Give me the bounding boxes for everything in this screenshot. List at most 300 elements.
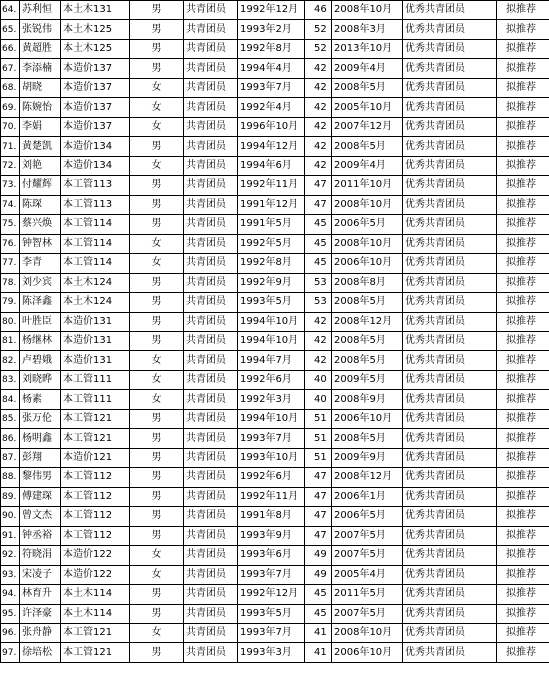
class-name-cell: 本工管113 [61, 176, 130, 195]
class-name-cell: 本工管112 [61, 526, 130, 545]
recommendation-cell: 拟推荐 [497, 117, 549, 136]
table-row [1, 624, 549, 643]
table-row [1, 448, 549, 467]
gender-cell: 男 [130, 487, 184, 506]
class-name-cell: 本土木114 [61, 585, 130, 604]
class-name-cell: 本工管112 [61, 487, 130, 506]
gender-cell: 男 [130, 507, 184, 526]
class-name-cell: 本造价137 [61, 78, 130, 97]
table-row [1, 137, 549, 156]
honor-title-cell: 优秀共青团员 [403, 98, 497, 117]
class-name-cell: 本工管111 [61, 390, 130, 409]
row-number-cell: 87. [1, 448, 20, 467]
join-date-cell: 2007年5月 [332, 526, 403, 545]
table-row [1, 429, 549, 448]
political-status-cell: 共青团员 [184, 409, 238, 428]
score-cell: 47 [305, 487, 332, 506]
honor-title-cell: 优秀共青团员 [403, 468, 497, 487]
political-status-cell: 共青团员 [184, 487, 238, 506]
table-row [1, 643, 549, 662]
table-row [1, 370, 549, 389]
honor-title-cell: 优秀共青团员 [403, 643, 497, 662]
table-row [1, 20, 549, 39]
member-name-cell: 叶胜臣 [20, 312, 61, 331]
score-cell: 47 [305, 176, 332, 195]
member-name-cell: 林育升 [20, 585, 61, 604]
birth-date-cell: 1992年11月 [238, 487, 305, 506]
birth-date-cell: 1992年8月 [238, 254, 305, 273]
birth-date-cell: 1994年7月 [238, 351, 305, 370]
honor-title-cell: 优秀共青团员 [403, 195, 497, 214]
honor-title-cell: 优秀共青团员 [403, 507, 497, 526]
gender-cell: 女 [130, 78, 184, 97]
recommendation-cell: 拟推荐 [497, 429, 549, 448]
score-cell: 42 [305, 137, 332, 156]
join-date-cell: 2008年5月 [332, 137, 403, 156]
join-date-cell: 2008年5月 [332, 293, 403, 312]
score-cell: 47 [305, 507, 332, 526]
row-number-cell: 67. [1, 59, 20, 78]
recommendation-cell: 拟推荐 [497, 176, 549, 195]
honor-title-cell: 优秀共青团员 [403, 565, 497, 584]
class-name-cell: 本土木124 [61, 273, 130, 292]
birth-date-cell: 1992年9月 [238, 273, 305, 292]
class-name-cell: 本土木114 [61, 604, 130, 623]
birth-date-cell: 1994年10月 [238, 312, 305, 331]
political-status-cell: 共青团员 [184, 234, 238, 253]
political-status-cell: 共青团员 [184, 59, 238, 78]
join-date-cell: 2008年5月 [332, 78, 403, 97]
table-row [1, 117, 549, 136]
table-row [1, 195, 549, 214]
row-number-cell: 97. [1, 643, 20, 662]
birth-date-cell: 1991年5月 [238, 215, 305, 234]
recommendation-cell: 拟推荐 [497, 468, 549, 487]
member-name-cell: 钟智林 [20, 234, 61, 253]
score-cell: 49 [305, 546, 332, 565]
table-row [1, 156, 549, 175]
table-body [1, 1, 549, 663]
honor-title-cell: 优秀共青团员 [403, 604, 497, 623]
birth-date-cell: 1991年8月 [238, 507, 305, 526]
birth-date-cell: 1992年3月 [238, 390, 305, 409]
gender-cell: 男 [130, 585, 184, 604]
recommendation-cell: 拟推荐 [497, 546, 549, 565]
score-cell: 42 [305, 351, 332, 370]
table-row [1, 312, 549, 331]
member-name-cell: 付耀辉 [20, 176, 61, 195]
join-date-cell: 2008年5月 [332, 351, 403, 370]
gender-cell: 女 [130, 117, 184, 136]
join-date-cell: 2007年12月 [332, 117, 403, 136]
row-number-cell: 79. [1, 293, 20, 312]
score-cell: 42 [305, 117, 332, 136]
class-name-cell: 本工管121 [61, 429, 130, 448]
recommendation-cell: 拟推荐 [497, 156, 549, 175]
political-status-cell: 共青团员 [184, 468, 238, 487]
recommendation-cell: 拟推荐 [497, 409, 549, 428]
table-row [1, 585, 549, 604]
recommendation-cell: 拟推荐 [497, 390, 549, 409]
row-number-cell: 81. [1, 331, 20, 350]
political-status-cell: 共青团员 [184, 293, 238, 312]
score-cell: 51 [305, 429, 332, 448]
class-name-cell: 本工管114 [61, 234, 130, 253]
table-row [1, 409, 549, 428]
class-name-cell: 本土木124 [61, 293, 130, 312]
political-status-cell: 共青团员 [184, 624, 238, 643]
honor-title-cell: 优秀共青团员 [403, 293, 497, 312]
class-name-cell: 本土木125 [61, 20, 130, 39]
recommendation-cell: 拟推荐 [497, 273, 549, 292]
political-status-cell: 共青团员 [184, 565, 238, 584]
join-date-cell: 2008年12月 [332, 312, 403, 331]
table-row [1, 39, 549, 58]
member-name-cell: 杨素 [20, 390, 61, 409]
political-status-cell: 共青团员 [184, 507, 238, 526]
gender-cell: 男 [130, 293, 184, 312]
gender-cell: 男 [130, 468, 184, 487]
row-number-cell: 82. [1, 351, 20, 370]
table-row [1, 487, 549, 506]
political-status-cell: 共青团员 [184, 195, 238, 214]
class-name-cell: 本造价137 [61, 59, 130, 78]
member-name-cell: 苏利恒 [20, 1, 61, 20]
honor-title-cell: 优秀共青团员 [403, 351, 497, 370]
score-cell: 47 [305, 468, 332, 487]
row-number-cell: 68. [1, 78, 20, 97]
class-name-cell: 本造价131 [61, 331, 130, 350]
join-date-cell: 2011年10月 [332, 176, 403, 195]
gender-cell: 女 [130, 98, 184, 117]
honor-title-cell: 优秀共青团员 [403, 215, 497, 234]
table-row [1, 293, 549, 312]
row-number-cell: 96. [1, 624, 20, 643]
row-number-cell: 69. [1, 98, 20, 117]
honor-title-cell: 优秀共青团员 [403, 390, 497, 409]
recommendation-cell: 拟推荐 [497, 20, 549, 39]
honor-title-cell: 优秀共青团员 [403, 448, 497, 467]
political-status-cell: 共青团员 [184, 20, 238, 39]
row-number-cell: 88. [1, 468, 20, 487]
honor-title-cell: 优秀共青团员 [403, 526, 497, 545]
gender-cell: 男 [130, 273, 184, 292]
class-name-cell: 本工管111 [61, 370, 130, 389]
table-row [1, 546, 549, 565]
join-date-cell: 2013年10月 [332, 39, 403, 58]
recommendation-cell: 拟推荐 [497, 137, 549, 156]
member-name-cell: 刘晓晔 [20, 370, 61, 389]
birth-date-cell: 1994年6月 [238, 156, 305, 175]
birth-date-cell: 1993年7月 [238, 624, 305, 643]
join-date-cell: 2009年5月 [332, 370, 403, 389]
member-name-cell: 符晓涓 [20, 546, 61, 565]
score-cell: 42 [305, 78, 332, 97]
table-row [1, 234, 549, 253]
class-name-cell: 本造价131 [61, 312, 130, 331]
political-status-cell: 共青团员 [184, 604, 238, 623]
row-number-cell: 89. [1, 487, 20, 506]
table-row [1, 507, 549, 526]
table-row [1, 176, 549, 195]
recommendation-cell: 拟推荐 [497, 585, 549, 604]
political-status-cell: 共青团员 [184, 312, 238, 331]
table-row [1, 98, 549, 117]
score-cell: 45 [305, 604, 332, 623]
honor-title-cell: 优秀共青团员 [403, 273, 497, 292]
recommendation-cell: 拟推荐 [497, 565, 549, 584]
row-number-cell: 91. [1, 526, 20, 545]
join-date-cell: 2005年10月 [332, 98, 403, 117]
join-date-cell: 2009年4月 [332, 156, 403, 175]
political-status-cell: 共青团员 [184, 1, 238, 20]
political-status-cell: 共青团员 [184, 137, 238, 156]
join-date-cell: 2009年4月 [332, 59, 403, 78]
join-date-cell: 2008年8月 [332, 273, 403, 292]
member-name-cell: 李娟 [20, 117, 61, 136]
honor-title-cell: 优秀共青团员 [403, 117, 497, 136]
political-status-cell: 共青团员 [184, 448, 238, 467]
birth-date-cell: 1993年7月 [238, 429, 305, 448]
row-number-cell: 92. [1, 546, 20, 565]
birth-date-cell: 1994年12月 [238, 137, 305, 156]
gender-cell: 女 [130, 565, 184, 584]
table-row [1, 565, 549, 584]
birth-date-cell: 1994年10月 [238, 409, 305, 428]
member-name-cell: 刘艳 [20, 156, 61, 175]
honor-title-cell: 优秀共青团员 [403, 429, 497, 448]
political-status-cell: 共青团员 [184, 331, 238, 350]
honor-title-cell: 优秀共青团员 [403, 546, 497, 565]
row-number-cell: 93. [1, 565, 20, 584]
gender-cell: 女 [130, 234, 184, 253]
member-name-cell: 钟丞裕 [20, 526, 61, 545]
join-date-cell: 2008年3月 [332, 20, 403, 39]
birth-date-cell: 1993年5月 [238, 293, 305, 312]
score-cell: 47 [305, 526, 332, 545]
birth-date-cell: 1992年11月 [238, 176, 305, 195]
row-number-cell: 64. [1, 1, 20, 20]
birth-date-cell: 1991年12月 [238, 195, 305, 214]
recommendation-cell: 拟推荐 [497, 643, 549, 662]
birth-date-cell: 1992年6月 [238, 468, 305, 487]
member-name-cell: 张舟静 [20, 624, 61, 643]
row-number-cell: 65. [1, 20, 20, 39]
gender-cell: 男 [130, 331, 184, 350]
row-number-cell: 74. [1, 195, 20, 214]
row-number-cell: 71. [1, 137, 20, 156]
row-number-cell: 84. [1, 390, 20, 409]
member-name-cell: 傅建琛 [20, 487, 61, 506]
political-status-cell: 共青团员 [184, 78, 238, 97]
member-name-cell: 陈琛 [20, 195, 61, 214]
row-number-cell: 85. [1, 409, 20, 428]
political-status-cell: 共青团员 [184, 643, 238, 662]
political-status-cell: 共青团员 [184, 39, 238, 58]
gender-cell: 女 [130, 156, 184, 175]
join-date-cell: 2008年10月 [332, 234, 403, 253]
honor-title-cell: 优秀共青团员 [403, 78, 497, 97]
recommendation-cell: 拟推荐 [497, 78, 549, 97]
gender-cell: 男 [130, 429, 184, 448]
table-row [1, 351, 549, 370]
member-name-cell: 徐培松 [20, 643, 61, 662]
recommendation-cell: 拟推荐 [497, 59, 549, 78]
member-name-cell: 李添楠 [20, 59, 61, 78]
member-name-cell: 卢碧娥 [20, 351, 61, 370]
score-cell: 42 [305, 59, 332, 78]
political-status-cell: 共青团员 [184, 98, 238, 117]
class-name-cell: 本造价134 [61, 137, 130, 156]
honor-title-cell: 优秀共青团员 [403, 624, 497, 643]
score-cell: 45 [305, 234, 332, 253]
score-cell: 42 [305, 331, 332, 350]
member-name-cell: 彭翔 [20, 448, 61, 467]
member-name-cell: 黄超胜 [20, 39, 61, 58]
gender-cell: 男 [130, 39, 184, 58]
score-cell: 53 [305, 293, 332, 312]
row-number-cell: 95. [1, 604, 20, 623]
gender-cell: 男 [130, 59, 184, 78]
score-cell: 52 [305, 39, 332, 58]
recommendation-cell: 拟推荐 [497, 351, 549, 370]
row-number-cell: 94. [1, 585, 20, 604]
birth-date-cell: 1993年7月 [238, 78, 305, 97]
recommendation-cell: 拟推荐 [497, 448, 549, 467]
gender-cell: 男 [130, 604, 184, 623]
class-name-cell: 本造价137 [61, 98, 130, 117]
gender-cell: 男 [130, 312, 184, 331]
member-name-cell: 黎伟男 [20, 468, 61, 487]
recommendation-cell: 拟推荐 [497, 312, 549, 331]
political-status-cell: 共青团员 [184, 390, 238, 409]
gender-cell: 男 [130, 526, 184, 545]
row-number-cell: 76. [1, 234, 20, 253]
member-name-cell: 黄楚凯 [20, 137, 61, 156]
recommendation-cell: 拟推荐 [497, 624, 549, 643]
join-date-cell: 2008年12月 [332, 468, 403, 487]
table-row [1, 468, 549, 487]
class-name-cell: 本工管113 [61, 195, 130, 214]
honor-title-cell: 优秀共青团员 [403, 137, 497, 156]
recommendation-cell: 拟推荐 [497, 604, 549, 623]
gender-cell: 男 [130, 643, 184, 662]
row-number-cell: 66. [1, 39, 20, 58]
gender-cell: 男 [130, 409, 184, 428]
row-number-cell: 90. [1, 507, 20, 526]
row-number-cell: 86. [1, 429, 20, 448]
class-name-cell: 本工管121 [61, 643, 130, 662]
score-cell: 49 [305, 565, 332, 584]
class-name-cell: 本土木125 [61, 39, 130, 58]
score-cell: 47 [305, 195, 332, 214]
class-name-cell: 本造价131 [61, 351, 130, 370]
honor-title-cell: 优秀共青团员 [403, 312, 497, 331]
class-name-cell: 本工管121 [61, 409, 130, 428]
member-name-cell: 张锐伟 [20, 20, 61, 39]
table-row [1, 254, 549, 273]
join-date-cell: 2006年5月 [332, 215, 403, 234]
birth-date-cell: 1994年4月 [238, 59, 305, 78]
member-name-cell: 陈婉怡 [20, 98, 61, 117]
honor-title-cell: 优秀共青团员 [403, 585, 497, 604]
birth-date-cell: 1992年12月 [238, 1, 305, 20]
honor-title-cell: 优秀共青团员 [403, 487, 497, 506]
join-date-cell: 2008年5月 [332, 331, 403, 350]
honor-title-cell: 优秀共青团员 [403, 370, 497, 389]
gender-cell: 女 [130, 370, 184, 389]
table-row [1, 604, 549, 623]
political-status-cell: 共青团员 [184, 273, 238, 292]
score-cell: 40 [305, 390, 332, 409]
birth-date-cell: 1993年5月 [238, 604, 305, 623]
join-date-cell: 2009年9月 [332, 448, 403, 467]
score-cell: 45 [305, 215, 332, 234]
birth-date-cell: 1992年8月 [238, 39, 305, 58]
political-status-cell: 共青团员 [184, 370, 238, 389]
recommendation-cell: 拟推荐 [497, 331, 549, 350]
score-cell: 51 [305, 448, 332, 467]
gender-cell: 女 [130, 254, 184, 273]
political-status-cell: 共青团员 [184, 585, 238, 604]
join-date-cell: 2008年5月 [332, 429, 403, 448]
gender-cell: 女 [130, 351, 184, 370]
join-date-cell: 2008年10月 [332, 1, 403, 20]
birth-date-cell: 1992年12月 [238, 585, 305, 604]
join-date-cell: 2006年10月 [332, 254, 403, 273]
row-number-cell: 70. [1, 117, 20, 136]
recommendation-cell: 拟推荐 [497, 98, 549, 117]
row-number-cell: 72. [1, 156, 20, 175]
score-cell: 46 [305, 1, 332, 20]
member-name-cell: 胡晓 [20, 78, 61, 97]
table-row [1, 273, 549, 292]
gender-cell: 男 [130, 176, 184, 195]
score-cell: 51 [305, 409, 332, 428]
birth-date-cell: 1994年10月 [238, 331, 305, 350]
honor-title-cell: 优秀共青团员 [403, 331, 497, 350]
join-date-cell: 2006年1月 [332, 487, 403, 506]
honor-title-cell: 优秀共青团员 [403, 20, 497, 39]
table-row [1, 59, 549, 78]
honor-title-cell: 优秀共青团员 [403, 39, 497, 58]
member-name-cell: 陈泽鑫 [20, 293, 61, 312]
political-status-cell: 共青团员 [184, 176, 238, 195]
class-name-cell: 本造价122 [61, 565, 130, 584]
row-number-cell: 80. [1, 312, 20, 331]
member-name-cell: 李青 [20, 254, 61, 273]
recommendation-cell: 拟推荐 [497, 370, 549, 389]
join-date-cell: 2006年5月 [332, 507, 403, 526]
score-cell: 45 [305, 254, 332, 273]
birth-date-cell: 1993年10月 [238, 448, 305, 467]
recommendation-cell: 拟推荐 [497, 215, 549, 234]
table-row [1, 390, 549, 409]
recommendation-cell: 拟推荐 [497, 254, 549, 273]
gender-cell: 男 [130, 1, 184, 20]
join-date-cell: 2008年9月 [332, 390, 403, 409]
class-name-cell: 本工管114 [61, 254, 130, 273]
score-cell: 45 [305, 585, 332, 604]
class-name-cell: 本工管112 [61, 468, 130, 487]
honor-title-cell: 优秀共青团员 [403, 156, 497, 175]
join-date-cell: 2008年10月 [332, 624, 403, 643]
score-cell: 42 [305, 312, 332, 331]
gender-cell: 女 [130, 390, 184, 409]
recommendation-cell: 拟推荐 [497, 293, 549, 312]
gender-cell: 男 [130, 448, 184, 467]
birth-date-cell: 1992年6月 [238, 370, 305, 389]
